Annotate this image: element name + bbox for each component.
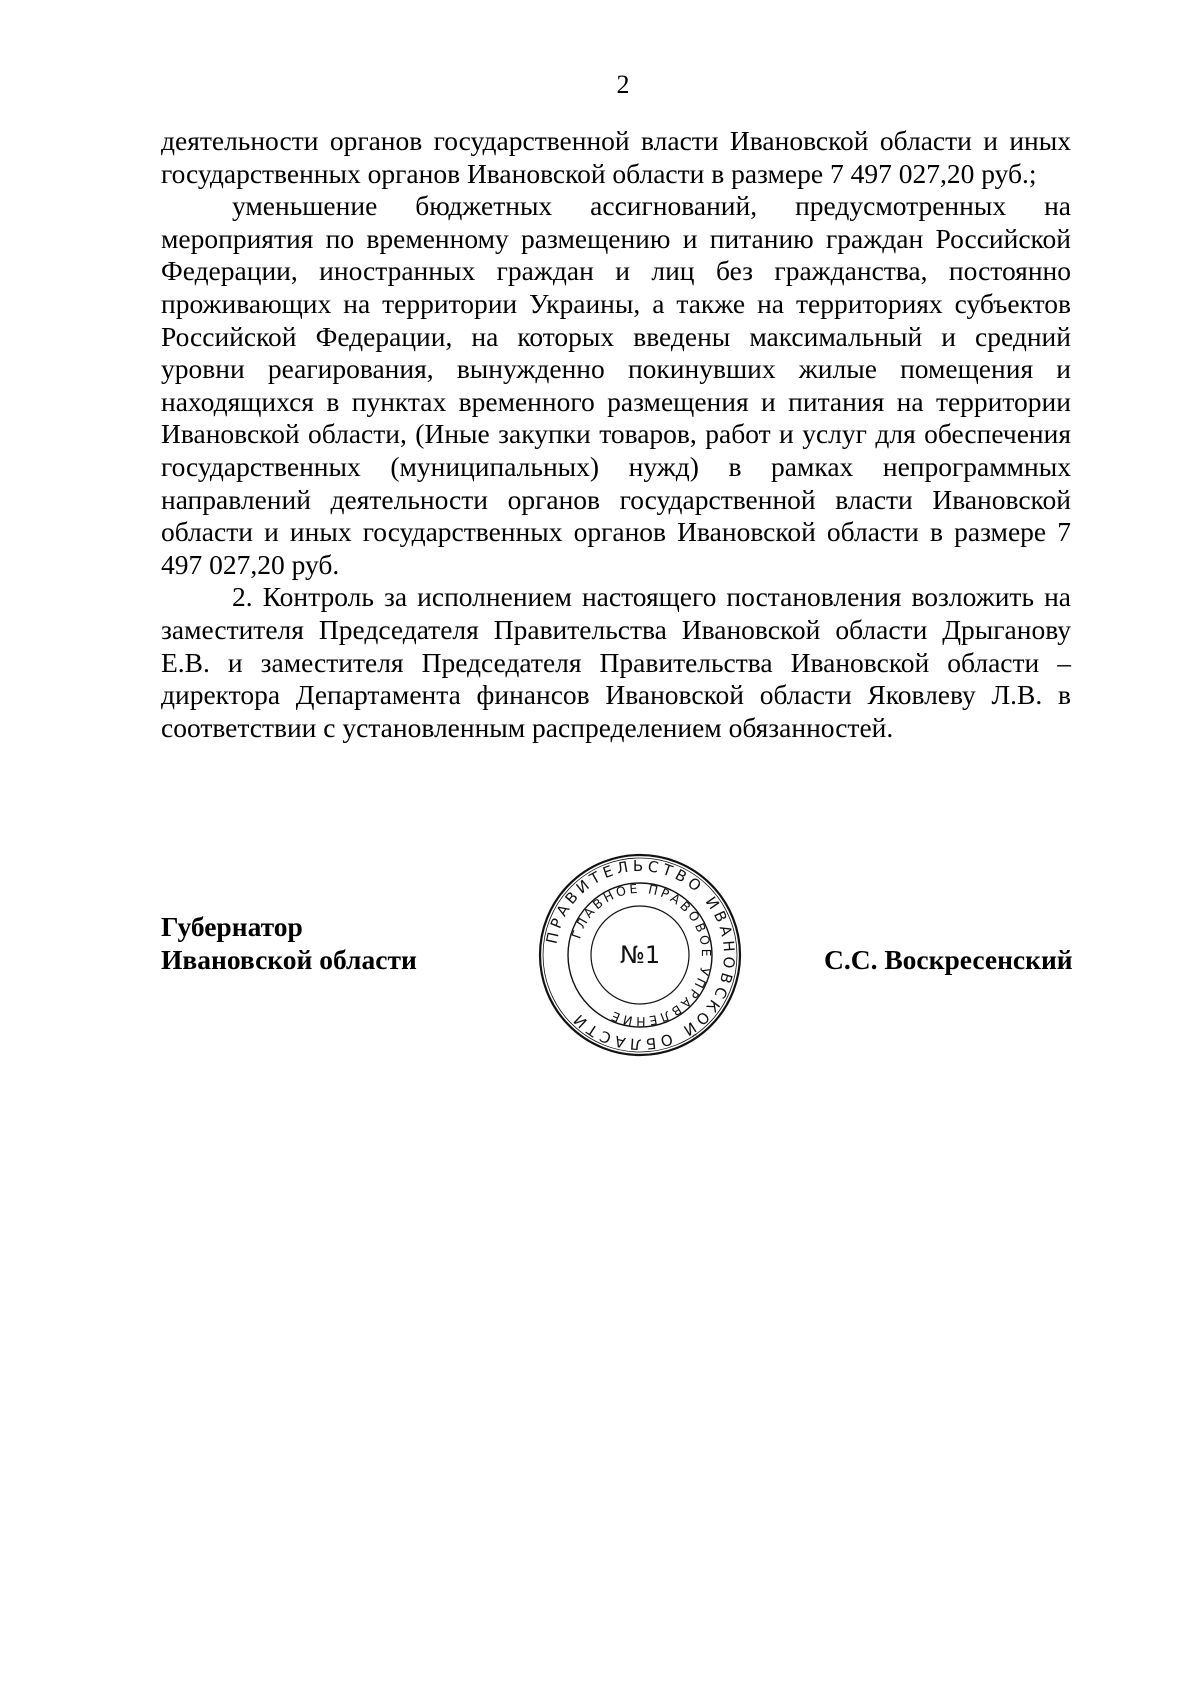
signatory-name: С.С. Воскресенский [824, 944, 1073, 975]
page-number: 2 [616, 70, 630, 99]
seal-outer-text: ПРАВИТЕЛЬСТВО ИВАНОВСКОЙ ОБЛАСТИ [542, 856, 739, 1054]
signatory-position-line2: Ивановской области [161, 944, 417, 975]
paragraph-budget-reduction: уменьшение бюджетных ассигнований, предусмотренных на мероприятия по временному размещению и питанию граждан Российской Федерации, иностранных граждан и лиц без гражданства, постоянно проживающих на территории Украины, а также на территориях субъектов Российской Федерации, на которых введены максимальный и средний уровни реагирования, вынужденно покинувших жилые помещения и находящихся в пунктах временного размещения и питания на территории Ивановской области, (Иные закупки товаров, работ и услуг для обеспечения государственных (муниципальных) нужд) в рамках непрограммных направлений деятельности органов государственной власти Ивановской области и иных государственных органов Ивановской области в размере 7 497 027,20 руб. [161, 190, 1071, 580]
signatory-position-line1: Губернатор [161, 911, 303, 942]
signatory-position [161, 910, 417, 976]
seal-number: №1 [619, 941, 661, 969]
document-body [161, 125, 1071, 744]
seal-inner-text: ГЛАВНОЕ ПРАВОВОЕ УПРАВЛЕНИЕ [568, 880, 715, 1030]
paragraph-control-clause: 2. Контроль за исполнением настоящего постановления возложить на заместителя Председателя Правительства Ивановской области Дрыганову Е.В. и заместителя Председателя Правительства Ивановской области – директора Департамента финансов Ивановской области Яковлеву Л.В. в соответствии с установленным распределением обязанностей. [161, 581, 1071, 743]
official-stamp [535, 850, 745, 1060]
paragraph-continuation: деятельности органов государственной власти Ивановской области и иных государственных органов Ивановской области в размере 7 497 027,20 руб.; [161, 125, 1071, 189]
